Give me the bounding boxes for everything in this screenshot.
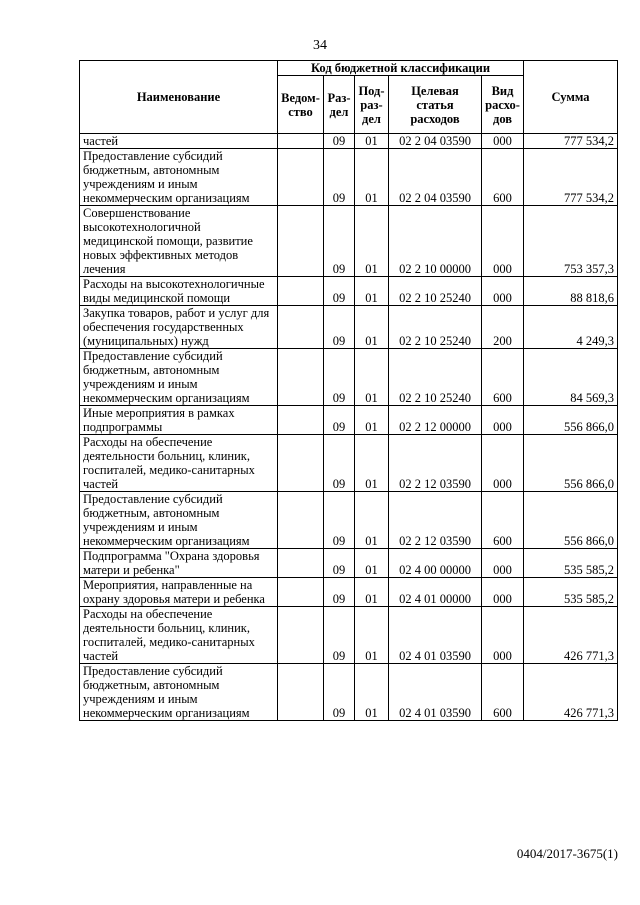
row-name: Закупка товаров, работ и услуг для обеспечения государственных (муниципальных) нужд <box>80 306 278 349</box>
header-section: Раз-дел <box>324 76 355 134</box>
row-sum: 753 357,3 <box>524 206 618 277</box>
row-subsection: 01 <box>355 277 389 306</box>
table-row <box>80 435 618 492</box>
row-sum: 556 866,0 <box>524 406 618 435</box>
row-expense-type: 000 <box>482 607 524 664</box>
row-target-article: 02 2 10 25240 <box>389 306 482 349</box>
document-code: 0404/2017-3675(1) <box>516 846 618 861</box>
row-section: 09 <box>324 406 355 435</box>
row-department <box>278 206 324 277</box>
row-name: Подпрограмма "Охрана здоровья матери и ребенка" <box>80 549 278 578</box>
row-target-article: 02 2 04 03590 <box>389 149 482 206</box>
row-sum: 556 866,0 <box>524 435 618 492</box>
header-department: Ведом-ство <box>278 76 324 134</box>
row-expense-type: 600 <box>482 149 524 206</box>
row-target-article: 02 4 00 00000 <box>389 549 482 578</box>
row-subsection: 01 <box>355 406 389 435</box>
row-section: 09 <box>324 149 355 206</box>
row-expense-type: 000 <box>482 578 524 607</box>
row-department <box>278 349 324 406</box>
row-section: 09 <box>324 435 355 492</box>
row-department <box>278 277 324 306</box>
row-sum: 777 534,2 <box>524 134 618 149</box>
table-row <box>80 349 618 406</box>
row-department <box>278 134 324 149</box>
row-sum: 535 585,2 <box>524 549 618 578</box>
row-name: Предоставление субсидий бюджетным, автономным учреждениям и иным некоммерческим организациям <box>80 149 278 206</box>
row-sum: 84 569,3 <box>524 349 618 406</box>
row-target-article: 02 2 12 03590 <box>389 435 482 492</box>
header-sum: Сумма <box>524 61 618 134</box>
row-subsection: 01 <box>355 664 389 721</box>
row-target-article: 02 2 12 03590 <box>389 492 482 549</box>
table-row <box>80 206 618 277</box>
row-department <box>278 149 324 206</box>
row-section: 09 <box>324 664 355 721</box>
row-expense-type: 600 <box>482 349 524 406</box>
row-sum: 535 585,2 <box>524 578 618 607</box>
row-expense-type: 000 <box>482 277 524 306</box>
row-sum: 88 818,6 <box>524 277 618 306</box>
row-sum: 426 771,3 <box>524 664 618 721</box>
row-target-article: 02 2 04 03590 <box>389 134 482 149</box>
row-name: Расходы на обеспечение деятельности больниц, клиник, госпиталей, медико-санитарных частей <box>80 435 278 492</box>
header-name: Наименование <box>80 61 278 134</box>
table-row <box>80 149 618 206</box>
row-target-article: 02 2 10 25240 <box>389 277 482 306</box>
row-department <box>278 435 324 492</box>
row-section: 09 <box>324 277 355 306</box>
row-department <box>278 549 324 578</box>
row-name: Совершенствование высокотехнологичной медицинской помощи, развитие новых эффективных методов лечения <box>80 206 278 277</box>
row-expense-type: 600 <box>482 492 524 549</box>
row-expense-type: 200 <box>482 306 524 349</box>
row-department <box>278 306 324 349</box>
table-row <box>80 492 618 549</box>
row-subsection: 01 <box>355 149 389 206</box>
row-target-article: 02 2 10 25240 <box>389 349 482 406</box>
header-expense-type: Вид расхо-дов <box>482 76 524 134</box>
row-department <box>278 406 324 435</box>
row-target-article: 02 4 01 03590 <box>389 607 482 664</box>
table-row <box>80 549 618 578</box>
row-sum: 4 249,3 <box>524 306 618 349</box>
table-row <box>80 134 618 149</box>
row-name: Предоставление субсидий бюджетным, автономным учреждениям и иным некоммерческим организациям <box>80 664 278 721</box>
row-target-article: 02 2 12 00000 <box>389 406 482 435</box>
row-target-article: 02 2 10 00000 <box>389 206 482 277</box>
row-name: Расходы на высокотехнологичные виды медицинской помощи <box>80 277 278 306</box>
row-name: Предоставление субсидий бюджетным, автономным учреждениям и иным некоммерческим организациям <box>80 492 278 549</box>
row-section: 09 <box>324 349 355 406</box>
budget-table <box>79 60 618 721</box>
table-row <box>80 306 618 349</box>
row-subsection: 01 <box>355 206 389 277</box>
row-expense-type: 000 <box>482 549 524 578</box>
page-number: 34 <box>313 38 327 53</box>
row-department <box>278 578 324 607</box>
row-subsection: 01 <box>355 578 389 607</box>
row-expense-type: 000 <box>482 435 524 492</box>
row-subsection: 01 <box>355 134 389 149</box>
header-subsection: Под-раз-дел <box>355 76 389 134</box>
row-expense-type: 000 <box>482 134 524 149</box>
row-subsection: 01 <box>355 607 389 664</box>
header-budget-code-group: Код бюджетной классификации <box>278 61 524 76</box>
row-name: Расходы на обеспечение деятельности больниц, клиник, госпиталей, медико-санитарных частей <box>80 607 278 664</box>
row-target-article: 02 4 01 00000 <box>389 578 482 607</box>
table-row <box>80 277 618 306</box>
row-subsection: 01 <box>355 349 389 406</box>
row-subsection: 01 <box>355 492 389 549</box>
table-row <box>80 578 618 607</box>
row-name: частей <box>80 134 278 149</box>
row-sum: 556 866,0 <box>524 492 618 549</box>
row-target-article: 02 4 01 03590 <box>389 664 482 721</box>
row-subsection: 01 <box>355 549 389 578</box>
row-name: Предоставление субсидий бюджетным, автономным учреждениям и иным некоммерческим организациям <box>80 349 278 406</box>
row-section: 09 <box>324 306 355 349</box>
row-section: 09 <box>324 492 355 549</box>
row-department <box>278 492 324 549</box>
row-name: Иные мероприятия в рамках подпрограммы <box>80 406 278 435</box>
row-section: 09 <box>324 134 355 149</box>
table-row <box>80 607 618 664</box>
row-subsection: 01 <box>355 435 389 492</box>
row-sum: 777 534,2 <box>524 149 618 206</box>
table-row <box>80 664 618 721</box>
row-department <box>278 607 324 664</box>
row-section: 09 <box>324 549 355 578</box>
header-target-article: Целевая статья расходов <box>389 76 482 134</box>
table-row <box>80 406 618 435</box>
row-sum: 426 771,3 <box>524 607 618 664</box>
row-section: 09 <box>324 607 355 664</box>
row-expense-type: 600 <box>482 664 524 721</box>
row-section: 09 <box>324 206 355 277</box>
row-subsection: 01 <box>355 306 389 349</box>
row-name: Мероприятия, направленные на охрану здоровья матери и ребенка <box>80 578 278 607</box>
row-expense-type: 000 <box>482 406 524 435</box>
row-department <box>278 664 324 721</box>
row-expense-type: 000 <box>482 206 524 277</box>
row-section: 09 <box>324 578 355 607</box>
